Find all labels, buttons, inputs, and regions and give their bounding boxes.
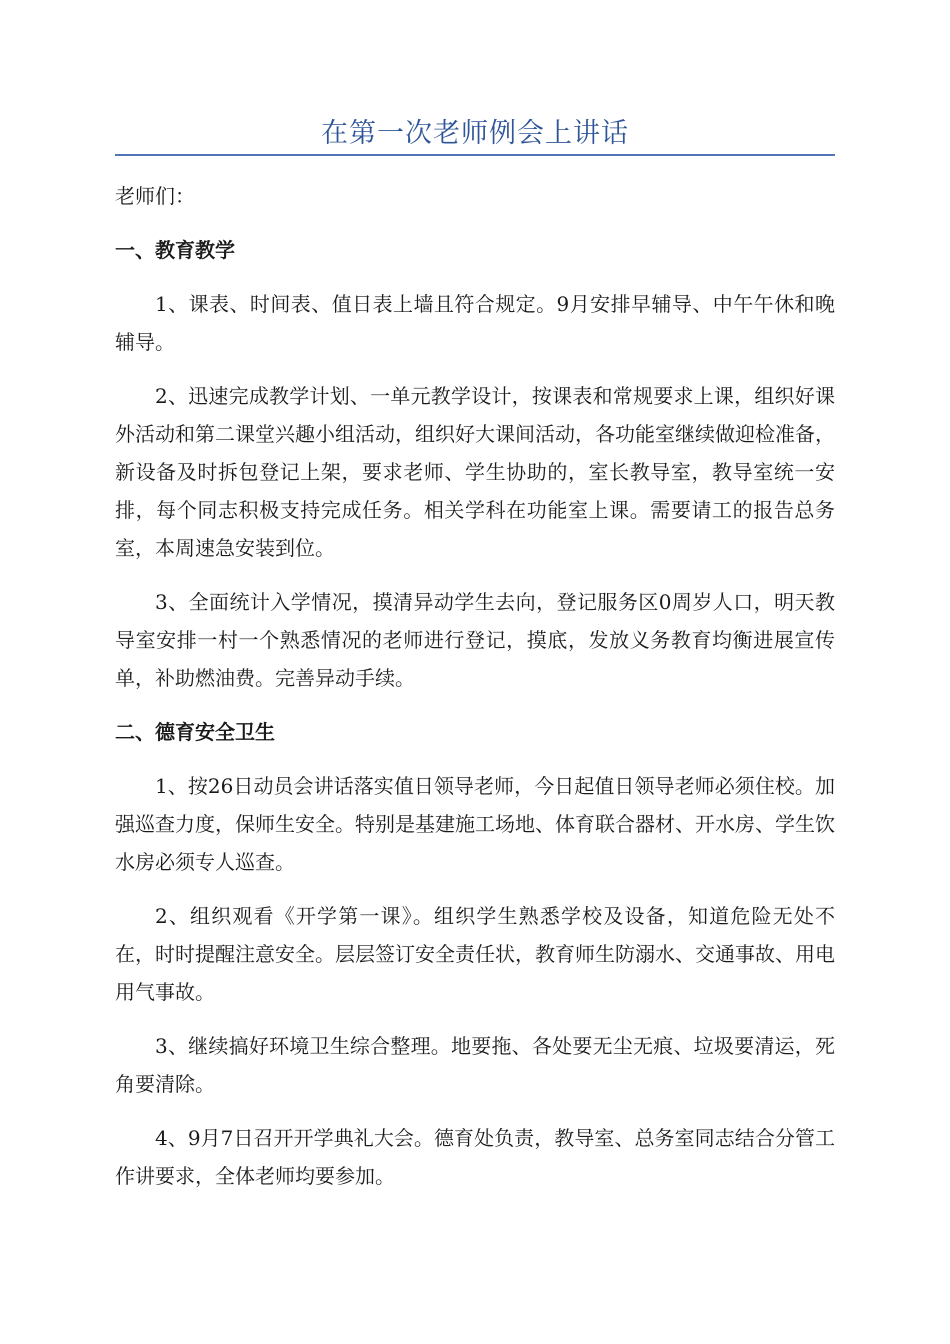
document-body <box>115 177 835 1211</box>
paragraph: 4、9月7日召开开学典礼大会。德育处负责，教导室、总务室同志结合分管工作讲要求，全体老师均要参加。 <box>115 1126 835 1188</box>
section-heading: 一、教育教学 <box>115 238 235 262</box>
paragraph: 1、按26日动员会讲话落实值日领导老师，今日起值日领导老师必须住校。加强巡查力度，保师生安全。特别是基建施工场地、体育联合器材、开水房、学生饮水房必须专人巡查。 <box>115 774 835 874</box>
section-heading: 二、德育安全卫生 <box>115 720 275 744</box>
paragraph: 2、迅速完成教学计划、一单元教学设计，按课表和常规要求上课，组织好课外活动和第二课堂兴趣小组活动，组织好大课间活动，各功能室继续做迎检准备，新设备及时拆包登记上架，要求老师、学生协助的，室长教导室，教导室统一安排，每个同志积极支持完成任务。相关学科在功能室上课。需要请工的报告总务室，本周速急安装到位。 <box>115 384 835 560</box>
section-teaching <box>115 231 835 697</box>
document-title: 在第一次老师例会上讲话 <box>321 118 629 149</box>
section-moral-safety-hygiene <box>115 713 835 1195</box>
paragraph: 1、课表、时间表、值日表上墙且符合规定。9月安排早辅导、中午午休和晚辅导。 <box>115 292 835 354</box>
paragraph: 3、全面统计入学情况，摸清异动学生去向，登记服务区0周岁人口，明天教导室安排一村一个熟悉情况的老师进行登记，摸底，发放义务教育均衡进展宣传单，补助燃油费。完善异动手续。 <box>115 590 835 690</box>
greeting: 老师们： <box>115 184 195 208</box>
paragraph: 2、组织观看《开学第一课》。组织学生熟悉学校及设备，知道危险无处不在，时时提醒注意安全。层层签订安全责任状，教育师生防溺水、交通事故、用电用气事故。 <box>115 904 835 1004</box>
title-underline <box>115 154 835 156</box>
paragraph: 3、继续搞好环境卫生综合整理。地要拖、各处要无尘无痕、垃圾要清运，死角要清除。 <box>115 1034 835 1096</box>
